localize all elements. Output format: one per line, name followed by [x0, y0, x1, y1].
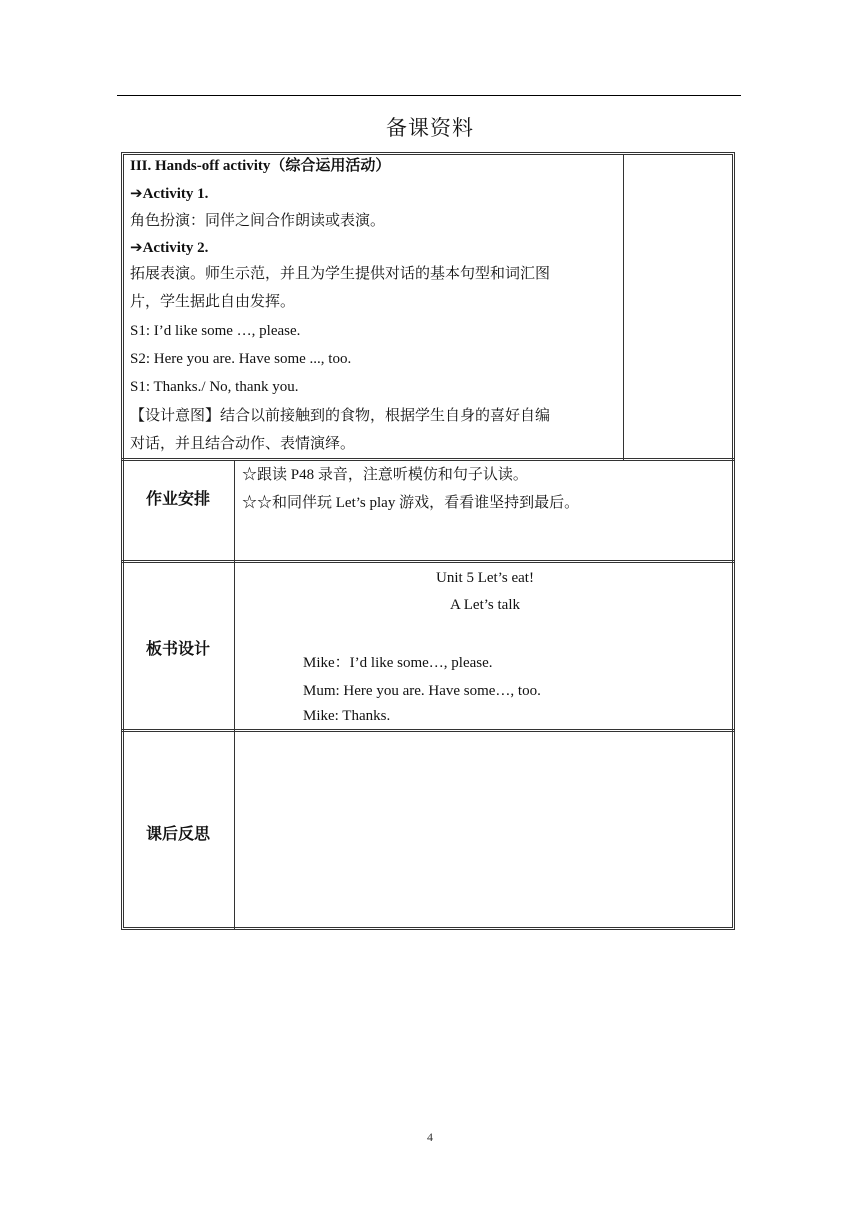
label-column-divider: [234, 460, 235, 929]
dialog-line: S2: Here you are. Have some ..., too.: [130, 351, 352, 367]
board-dialog-line: Mum: Here you are. Have some…, too.: [303, 683, 541, 699]
section3-right-divider: [623, 154, 624, 460]
homework-label: 作业安排: [145, 489, 210, 508]
dialog-line: S1: Thanks./ No, thank you.: [130, 379, 299, 395]
board-title-section: A Let’s talk: [450, 597, 520, 613]
row-divider-board: [122, 560, 734, 563]
activity2-text-line1: 拓展表演。师生示范，并且为学生提供对话的基本句型和词汇图: [130, 266, 551, 282]
homework-item: ☆☆和同伴玩 Let’s play 游戏，看看谁坚持到最后。: [242, 495, 580, 511]
design-intent-line2: 对话，并且结合动作、表情演绎。: [130, 436, 356, 452]
board-dialog-line: Mike：I’d like some…, please.: [303, 655, 493, 671]
board-label: 板书设计: [145, 639, 210, 658]
dialog-line: S1: I’d like some …, please.: [130, 323, 301, 339]
section3-heading: III. Hands-off activity（综合运用活动）: [130, 158, 391, 174]
homework-item: ☆跟读 P48 录音，注意听模仿和句子认读。: [242, 467, 528, 483]
activity2-label: Activity 2.: [142, 240, 209, 256]
arrow-right-icon: ➔: [130, 238, 143, 256]
activity1-label: Activity 1.: [142, 186, 209, 202]
page-number: 4: [427, 1130, 433, 1144]
activity1-text: 角色扮演：同伴之间合作朗读或表演。: [130, 213, 386, 229]
reflection-label: 课后反思: [145, 824, 210, 843]
design-intent-line1: 【设计意图】结合以前接触到的食物，根据学生自身的喜好自编: [130, 408, 551, 424]
activity2-row: [130, 237, 208, 258]
board-title-unit: Unit 5 Let’s eat!: [436, 570, 534, 586]
row-divider-reflection: [122, 729, 734, 732]
page-title: 备课资料: [386, 116, 474, 140]
arrow-right-icon: ➔: [130, 184, 143, 202]
row-divider-homework: [122, 458, 734, 461]
header-rule: [117, 95, 741, 96]
activity1-row: [130, 183, 208, 204]
board-dialog-line: Mike: Thanks.: [303, 708, 391, 724]
activity2-text-line2: 片，学生据此自由发挥。: [130, 294, 296, 310]
